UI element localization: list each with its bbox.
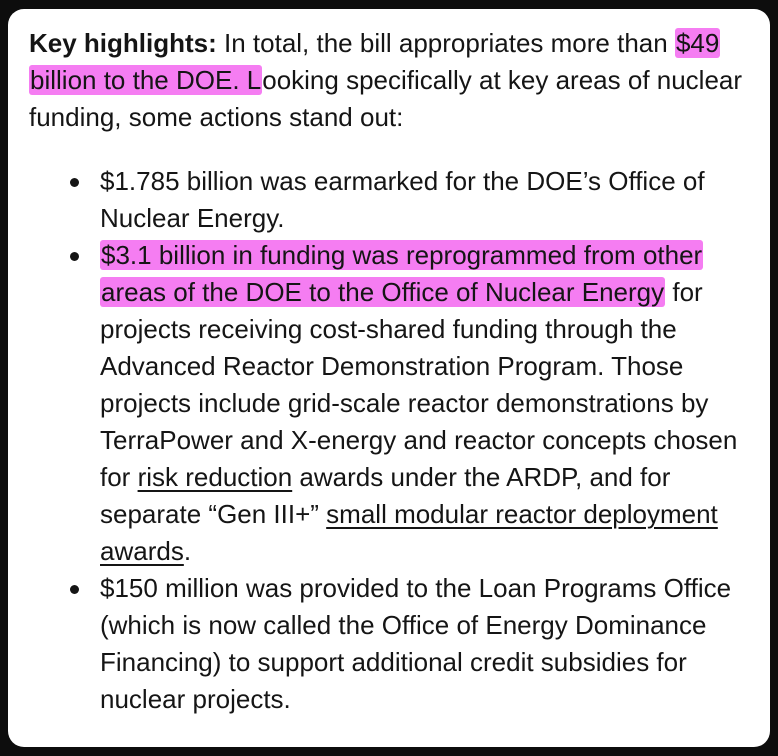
bullet-2-text-3: .	[183, 536, 192, 566]
risk-reduction-link[interactable]: risk reduction	[137, 462, 293, 492]
bullet-2-highlight: $3.1 billion in funding was reprogrammed from other areas of the DOE to the Office of Nuclear Energy	[101, 240, 703, 307]
list-item-reprogrammed	[29, 237, 759, 570]
list-item-loan-programs	[29, 570, 759, 718]
bullet-2-text-1: for projects receiving cost-shared funding through the Advanced Reactor Demonstration Program. Those projects include grid-scale reactor demonstrations by TerraPower and X-energy and reactor concepts chosen for	[100, 277, 738, 492]
article-content	[29, 25, 759, 718]
bullet-2-text-2: awards under the ARDP, and for separate “Gen III+”	[100, 462, 671, 529]
intro-text-1: In total, the bill appropriates more than	[216, 28, 675, 58]
key-highlights-label: Key highlights:	[29, 28, 217, 58]
bullet-1-text: $1.785 billion was earmarked for the DOE’s Office of Nuclear Energy.	[100, 166, 705, 233]
highlights-list	[29, 163, 759, 718]
smr-deployment-awards-link[interactable]: small modular reactor deployment awards	[100, 499, 718, 566]
article-card	[8, 9, 770, 747]
list-item-nuclear-energy	[29, 163, 759, 237]
bullet-3-text: $150 million was provided to the Loan Programs Office (which is now called the Office of Energy Dominance Financing) to support additional credit subsidies for nuclear projects.	[100, 573, 732, 714]
intro-text-2: ooking specifically at key areas of nuclear funding, some actions stand out:	[29, 65, 743, 132]
intro-paragraph	[29, 25, 759, 136]
intro-highlight: $49 billion to the DOE. L	[30, 28, 720, 95]
